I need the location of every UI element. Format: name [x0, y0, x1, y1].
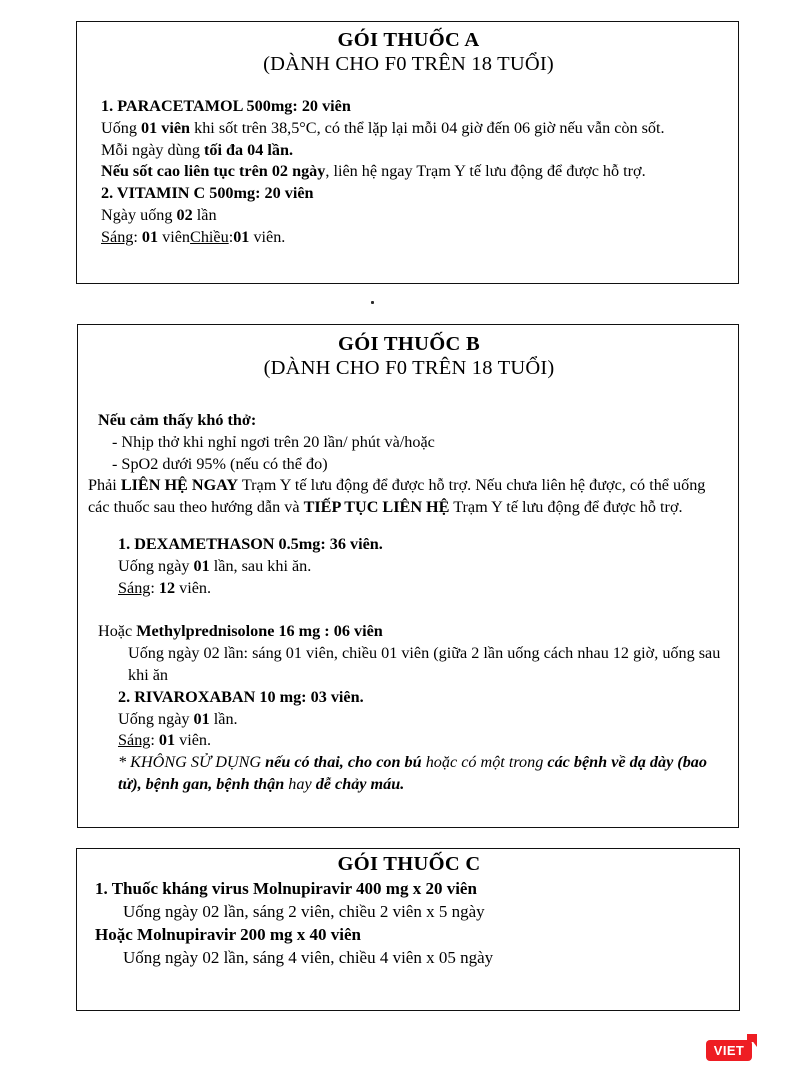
text-fragment: Uống: [101, 118, 142, 137]
package-b-dexamethason: [88, 534, 730, 599]
text-fragment-underline: Sáng: [118, 578, 151, 597]
text-fragment-bold-italic: dễ chảy máu.: [315, 774, 405, 793]
package-c-item-2-dose: Uống ngày 02 lần, sáng 4 viên, chiều 4 viên x 05 ngày: [123, 947, 494, 967]
package-a-box: [76, 21, 739, 284]
package-b-contact-paragraph: [88, 475, 730, 519]
scan-artifact-dot: [371, 301, 374, 304]
text-fragment: :: [133, 227, 142, 246]
package-c-box: [76, 848, 740, 1011]
text-fragment-bold: TIẾP TỤC LIÊN HỆ: [303, 498, 450, 517]
text-fragment-bold: 01: [193, 556, 210, 575]
text-fragment: lần, sau khi ăn.: [209, 556, 312, 575]
package-b-dexa-dose: [118, 556, 730, 578]
package-b-dexa-schedule: [118, 578, 730, 600]
text-fragment-underline: Chiều: [190, 227, 229, 246]
package-b-rivaro-schedule: [118, 730, 730, 752]
text-fragment-bold: tối đa 04 lần.: [203, 140, 294, 159]
text-fragment: viên.: [175, 578, 212, 597]
text-fragment: Hoặc: [98, 622, 137, 641]
text-fragment-bold: 01: [158, 731, 176, 750]
text-fragment: viên.: [249, 227, 286, 246]
package-c-item-1-heading: 1. Thuốc kháng virus Molnupiravir 400 mg x 20 viên: [95, 878, 477, 898]
package-b-symptom-bullet-2: - SpO2 dưới 95% (nếu có thể đo): [112, 454, 328, 473]
package-a-item-2-heading: 2. VITAMIN C 500mg: 20 viên: [101, 184, 314, 203]
text-fragment: Trạm Y tế lưu động để được hỗ trợ. Nếu chưa liên hệ được, có thể uống các thuốc sau theo hướng dẫn và: [88, 476, 706, 517]
text-fragment: Trạm Y tế lưu động để được hỗ trợ.: [449, 498, 683, 517]
logo-badge: [706, 1040, 752, 1061]
package-a-item-1-warning: [101, 161, 724, 183]
text-fragment-bold: Methylprednisolone 16 mg : 06 viên: [136, 622, 383, 641]
text-fragment: khi sốt trên 38,5°C, có thể lặp lại mỗi 04 giờ đến 06 giờ nếu vẫn còn sốt.: [190, 118, 665, 137]
package-a-item-2-schedule: [101, 227, 724, 249]
text-fragment-bold: 12: [158, 578, 176, 597]
text-fragment: :: [228, 227, 234, 246]
text-fragment-underline: Sáng: [101, 227, 134, 246]
text-fragment: viên: [158, 227, 191, 246]
text-fragment-bold: Nếu sốt cao liên tục trên 02 ngày: [101, 162, 326, 181]
package-b-methyl-dose: Uống ngày 02 lần: sáng 01 viên, chiều 01 viên (giữa 2 lần uống cách nhau 12 giờ, uống sau khi ăn: [128, 644, 721, 684]
text-fragment: Ngày uống: [101, 206, 177, 225]
text-fragment-bold-italic: nếu có thai, cho con bú: [265, 753, 426, 772]
text-fragment: Mỗi ngày dùng: [101, 140, 204, 159]
package-a-subtitle: (DÀNH CHO F0 TRÊN 18 TUỔI): [263, 52, 554, 75]
logo-label: VIET: [713, 1043, 745, 1058]
package-a-content: [77, 29, 738, 249]
text-fragment-bold: 02: [176, 206, 193, 225]
text-fragment-italic: * KHÔNG SỬ DỤNG: [118, 753, 266, 772]
text-fragment: :: [150, 578, 159, 597]
text-fragment-bold: LIÊN HỆ NGAY: [120, 476, 239, 495]
package-c-body: [87, 878, 731, 969]
text-fragment-underline: Sáng: [118, 731, 151, 750]
spacer: [88, 519, 730, 534]
text-fragment: viên.: [175, 731, 212, 750]
package-b-methylprednisolone: [88, 621, 730, 686]
package-b-title: GÓI THUỐC B: [338, 333, 480, 355]
text-fragment-bold: 01: [193, 709, 210, 728]
text-fragment-italic: hay: [288, 774, 316, 793]
text-fragment-bold: 01: [141, 227, 159, 246]
text-fragment-bold: 01 viên: [141, 118, 191, 137]
package-c-content: [77, 853, 739, 969]
package-b-contraindication-warning: [88, 752, 730, 796]
package-a-title: GÓI THUỐC A: [337, 29, 480, 51]
package-b-methyl-heading: [98, 621, 730, 643]
package-b-intro: [88, 410, 730, 475]
package-b-symptom-heading: Nếu cảm thấy khó thở:: [98, 411, 257, 430]
package-b-dexa-heading: 1. DEXAMETHASON 0.5mg: 36 viên.: [118, 535, 383, 554]
package-a-item-2-dose: [101, 205, 724, 227]
package-b-rivaroxaban: [88, 687, 730, 752]
package-a-item-1-dose: [101, 118, 724, 140]
text-fragment-italic: hoặc có một trong: [425, 753, 548, 772]
text-fragment: Uống ngày: [118, 556, 194, 575]
package-b-box: [77, 324, 739, 828]
package-c-item-1-dose: Uống ngày 02 lần, sáng 2 viên, chiều 2 viên x 5 ngày: [123, 901, 485, 921]
text-fragment: lần: [192, 206, 217, 225]
watermark-logo: [706, 1034, 766, 1064]
text-fragment: lần.: [209, 709, 238, 728]
package-b-symptom-bullet-1: - Nhịp thở khi nghỉ ngơi trên 20 lần/ phút và/hoặc: [112, 432, 435, 451]
package-a-item-1-max: [101, 140, 724, 162]
text-fragment-bold-italic: các bệnh về dạ dày (bao tử), bệnh gan, bệnh thận: [118, 753, 707, 793]
text-fragment: :: [150, 731, 159, 750]
package-c-item-2-heading: Hoặc Molnupiravir 200 mg x 40 viên: [95, 924, 362, 944]
package-b-subtitle: (DÀNH CHO F0 TRÊN 18 TUỔI): [263, 356, 555, 379]
spacer: [88, 599, 730, 621]
package-b-rivaro-dose: [118, 709, 730, 731]
text-fragment: Uống ngày: [118, 709, 194, 728]
text-fragment-bold: 01: [233, 227, 250, 246]
package-a-item-1-heading: 1. PARACETAMOL 500mg: 20 viên: [101, 97, 351, 116]
text-fragment: , liên hệ ngay Trạm Y tế lưu động để được hỗ trợ.: [325, 162, 646, 181]
package-b-content: [78, 333, 738, 796]
text-fragment: Phải: [88, 476, 121, 495]
package-a-body: [87, 96, 730, 248]
package-b-rivaro-heading: 2. RIVAROXABAN 10 mg: 03 viên.: [118, 687, 364, 706]
package-c-title: GÓI THUỐC C: [337, 853, 481, 875]
